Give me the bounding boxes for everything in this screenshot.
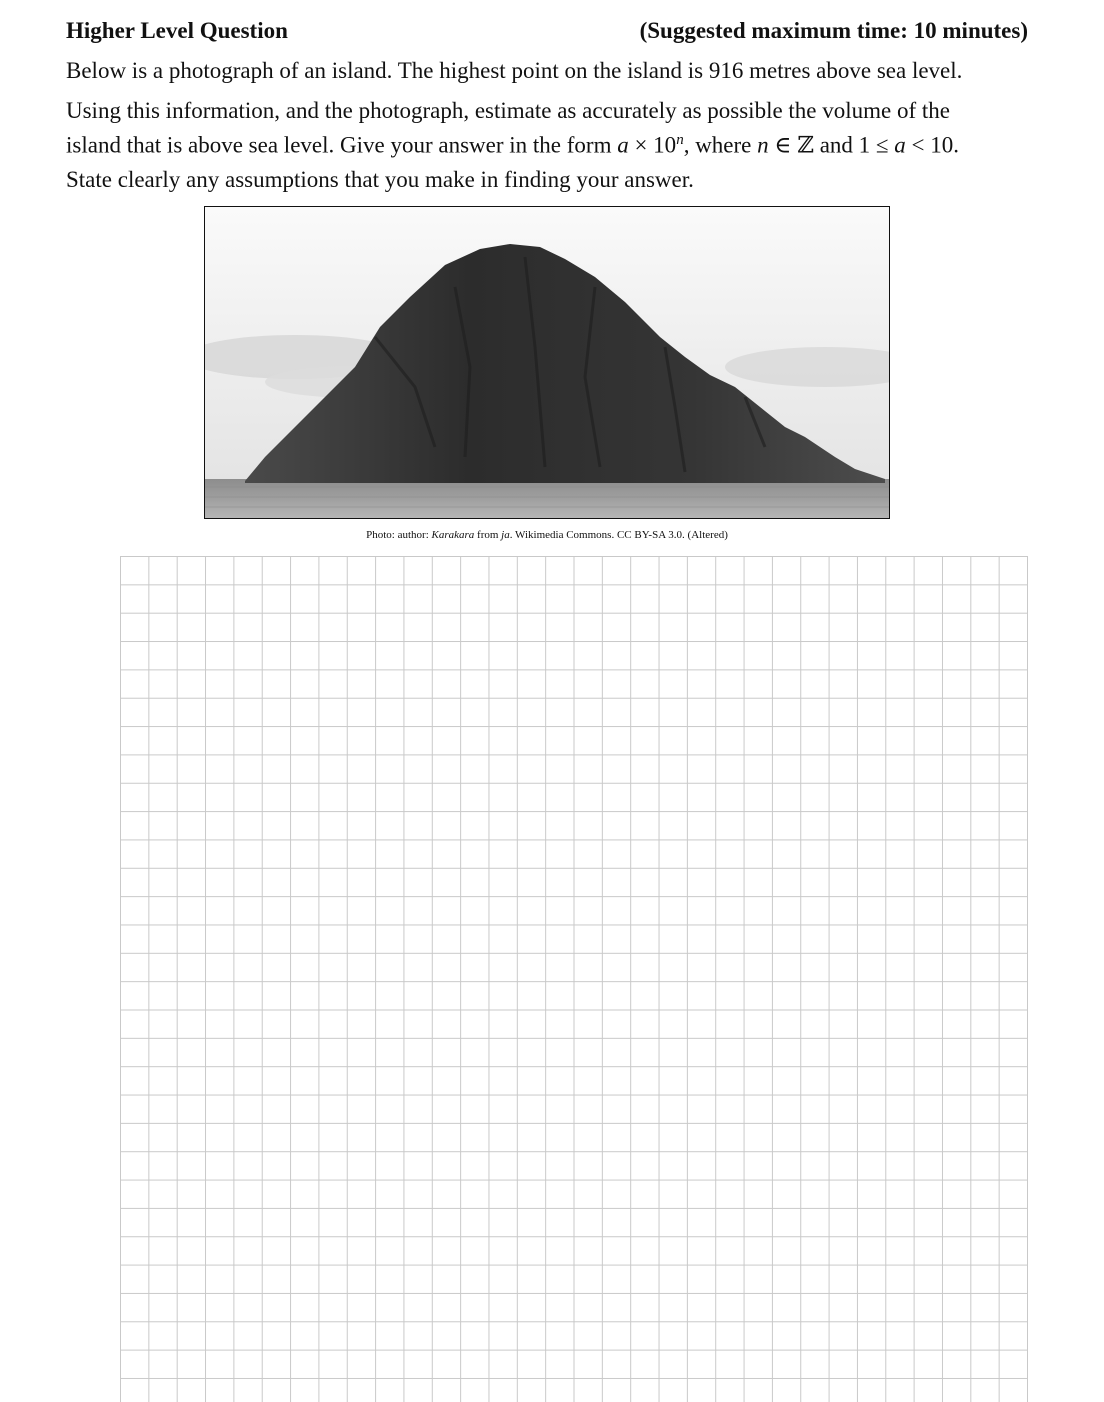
caption-author: Karakara [431, 529, 475, 541]
suggested-time-note: (Suggested maximum time: 10 minutes) [639, 18, 1028, 43]
caption-from: from [474, 529, 502, 541]
question-instruction-line-2 [66, 125, 1046, 161]
math-exponent-n: n [676, 132, 684, 148]
math-variable-a: a [617, 132, 629, 158]
question-intro-text: Below is a photograph of an island. The highest point on the island is 916 metres above sea level. [66, 58, 963, 83]
upper-bound: < 10. [905, 132, 960, 158]
math-times-ten: × 10 [628, 132, 677, 158]
sea [205, 479, 889, 518]
answer-grid[interactable] [120, 556, 1028, 1402]
question-level-title: Higher Level Question [66, 18, 288, 43]
caption-license: . Wikimedia Commons. CC BY-SA 3.0. (Altered) [509, 529, 728, 541]
question-instruction-line-1: Using this information, and the photograph, estimate as accurately as possible the volume of the [66, 98, 951, 123]
where-text: , where [683, 132, 758, 158]
photo-caption [204, 527, 890, 543]
header-row [66, 16, 1028, 46]
caption-language: ja [501, 529, 510, 541]
assumptions-instruction: State clearly any assumptions that you make in finding your answer. [66, 167, 694, 192]
integer-condition: ∈ ℤ and 1 ≤ [768, 132, 895, 158]
island-photograph [204, 206, 890, 519]
island-photo-illustration [205, 207, 889, 518]
math-variable-n: n [757, 132, 769, 158]
caption-prefix: Photo: author: [366, 529, 432, 541]
instruction-text: island that is above sea level. Give your answer in the form [66, 132, 618, 158]
math-variable-a-bound: a [894, 132, 906, 158]
